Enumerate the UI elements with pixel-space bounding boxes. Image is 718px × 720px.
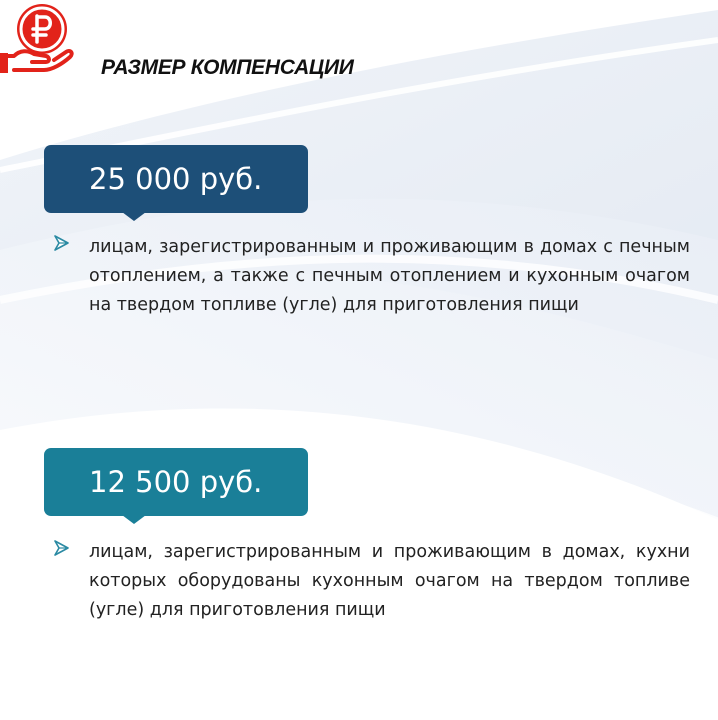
amount-value: 12 500 руб.	[89, 465, 263, 499]
page-title: РАЗМЕР КОМПЕНСАЦИИ	[101, 56, 354, 79]
list-item-text: лицам, зарегистрированным и проживающим в домах, кухни которых оборудованы кухонным очагом на твердом топливе (угле) для приготовления пищи	[89, 542, 690, 620]
ruble-coin-on-hand-icon	[0, 0, 80, 80]
list-item-text: лицам, зарегистрированным и проживающим в домах с печным отоплением, а также с печным отоплением и кухонным очагом на твердом топливе (угле) для приготовления пищи	[89, 237, 690, 315]
amount-value: 25 000 руб.	[89, 162, 263, 196]
list-item	[54, 538, 690, 625]
arrow-bullet-icon	[54, 235, 70, 251]
amount-badge-12500	[44, 448, 308, 516]
list-item	[54, 233, 690, 320]
amount-badge-25000	[44, 145, 308, 213]
arrow-bullet-icon	[54, 540, 70, 556]
